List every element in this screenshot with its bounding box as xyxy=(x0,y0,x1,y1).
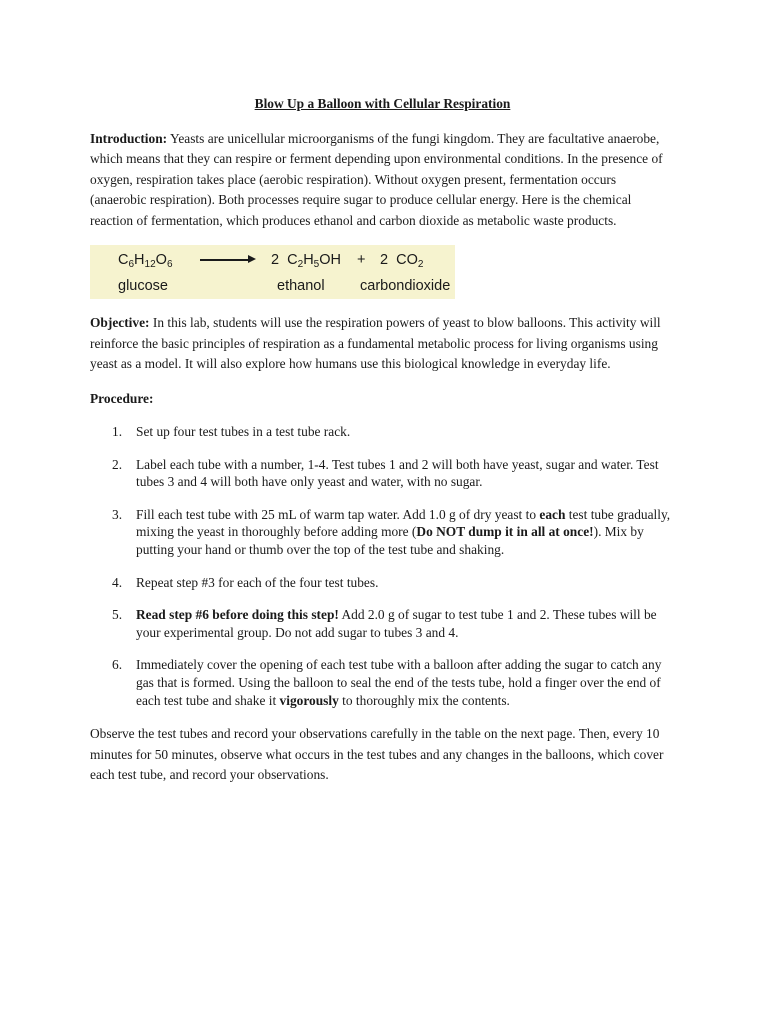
step-text: Set up four test tubes in a test tube rack. xyxy=(136,424,351,439)
step-number: 2. xyxy=(112,456,123,472)
procedure-step xyxy=(90,656,675,709)
step-number: 3. xyxy=(112,506,123,522)
ethanol-label: ethanol xyxy=(277,278,325,294)
carbon-dioxide-formula: 2 $CO_2$ xyxy=(380,252,424,270)
step-number: 4. xyxy=(112,574,123,590)
step-text: to thoroughly mix the contents. xyxy=(338,692,510,708)
step-text: Fill each test tube with 25 mL of warm tap water. Add 1.0 g of dry yeast to xyxy=(136,506,540,522)
introduction-text: Yeasts are unicellular microorganisms of the fungi kingdom. They are facultative anaerobe, which means that they can respire or ferment depending upon environmental conditions. In the presence of oxygen, respiration takes place (aerobic respiration). Without oxygen present, fermentation occurs (anaerobic respiration). Both processes require sugar to produce cellular energy. Here is the chemical reaction of fermentation, which produces ethanol and carbon dioxide as metabolic waste products. xyxy=(90,130,663,228)
glucose-formula: $C_6H_{12}O_6$ xyxy=(118,252,173,270)
step-number: 6. xyxy=(112,657,123,673)
step-number: 5. xyxy=(112,607,123,623)
procedure-step xyxy=(90,456,675,491)
procedure-step xyxy=(90,574,675,592)
step-emphasis-text: Read step #6 before doing this step! xyxy=(136,607,339,623)
step-number: 1. xyxy=(112,424,123,439)
carbondioxide-label: carbondioxide xyxy=(360,278,451,294)
reaction-arrow-icon xyxy=(200,251,256,269)
procedure-step xyxy=(90,423,675,441)
procedure-step xyxy=(90,506,675,559)
objective-paragraph xyxy=(90,313,675,375)
step-text: test tube gradually, mixing the yeast in thoroughly before adding more ( xyxy=(136,506,671,540)
step-emphasis-text: each xyxy=(539,506,566,522)
document-title: Blow Up a Balloon with Cellular Respiration xyxy=(254,96,511,111)
introduction-label: Introduction: xyxy=(90,130,168,146)
ethanol-formula: 2 $C_2H_5OH$ xyxy=(271,252,341,270)
step-emphasis-text: Do NOT dump it in all at once! xyxy=(416,524,594,540)
step-text: Immediately cover the opening of each test tube with a balloon after adding the sugar to catch any gas that is formed. Using the balloon to seal the end of the tests tube, hold a finger over the end of each test tube and shake it xyxy=(136,657,662,708)
step-emphasis-text: vigorously xyxy=(279,692,339,708)
step-text: Repeat step #3 for each of the four test tubes. xyxy=(136,574,379,590)
introduction-paragraph xyxy=(90,129,675,232)
step-text: ). Mix by putting your hand or thumb over the top of the test tube and shaking. xyxy=(136,524,644,557)
plus-sign: + xyxy=(357,252,366,268)
procedure-heading: Procedure: xyxy=(90,390,154,406)
objective-label: Objective: xyxy=(90,315,150,330)
procedure-steps-list xyxy=(90,423,675,709)
closing-paragraph: Observe the test tubes and record your observations carefully in the table on the next page. Then, every 10 minutes for 50 minutes, observe what occurs in the test tubes and any changes in the balloons, which cover each test tube, and record your observations. xyxy=(90,726,664,783)
step-text: Label each tube with a number, 1-4. Test tubes 1 and 2 will both have yeast, sugar and water. Test tubes 3 and 4 will both have only yeast and water, with no sugar. xyxy=(136,456,659,490)
procedure-step xyxy=(90,606,675,641)
document-page xyxy=(90,94,675,786)
glucose-label: glucose xyxy=(118,278,168,294)
step-text: Add 2.0 g of sugar to test tube 1 and 2. These tubes will be your experimental group. Do not add sugar to tubes 3 and 4. xyxy=(136,607,657,640)
fermentation-equation xyxy=(90,245,455,299)
objective-text: In this lab, students will use the respiration powers of yeast to blow balloons. This activity will reinforce the basic principles of respiration as a fundamental metabolic process for living organisms using yeast as a model. It will also explore how humans use this biological knowledge in everyday life. xyxy=(90,315,661,371)
